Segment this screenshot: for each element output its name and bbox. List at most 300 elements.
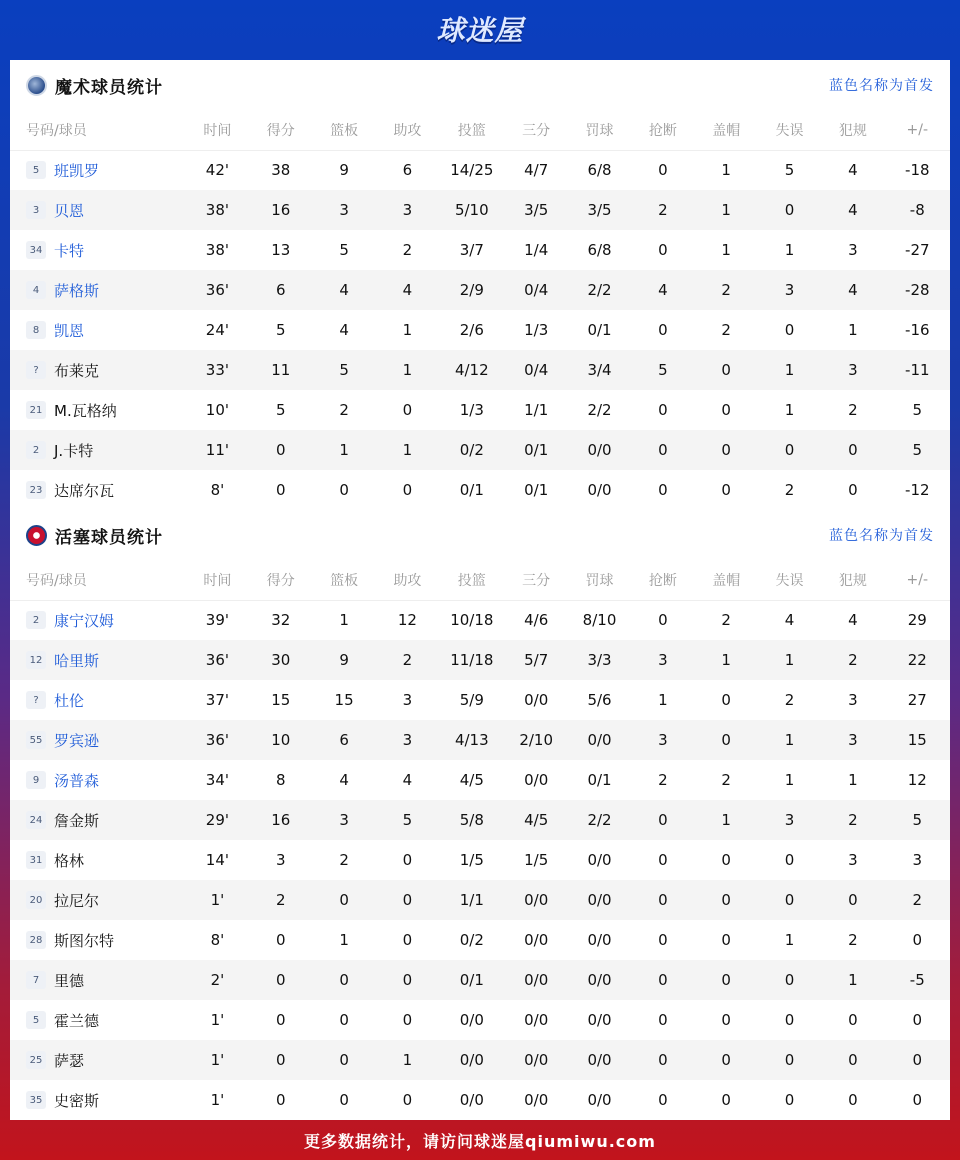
stat-cell: -28 bbox=[885, 270, 950, 310]
stat-cell: -5 bbox=[885, 960, 950, 1000]
column-header: 篮板 bbox=[312, 560, 375, 600]
starter-player-name[interactable]: 贝恩 bbox=[54, 201, 85, 220]
magic-logo-icon bbox=[26, 75, 47, 96]
stat-cell: 0 bbox=[912, 931, 923, 949]
stat-cell: 32 bbox=[271, 611, 291, 630]
player-cell bbox=[10, 470, 186, 510]
stat-cell: 0/2 bbox=[459, 931, 484, 949]
stat-cell: 3 bbox=[275, 851, 286, 869]
stat-cell: 6/8 bbox=[587, 241, 612, 259]
stat-cell: 1 bbox=[376, 430, 439, 470]
jersey-number-badge: 55 bbox=[26, 731, 46, 749]
team-title: 魔术球员统计 bbox=[55, 77, 163, 98]
column-header: 助攻 bbox=[376, 560, 439, 600]
stat-cell: 2 bbox=[784, 691, 795, 709]
stat-cell: 42' bbox=[205, 161, 230, 180]
player-cell bbox=[10, 150, 186, 190]
stat-cell: 3 bbox=[758, 270, 821, 310]
player-name[interactable]: 萨瑟 bbox=[54, 1051, 85, 1070]
stat-cell: 4/12 bbox=[439, 350, 504, 390]
stat-cell: 6 bbox=[312, 720, 375, 760]
jersey-number-badge: 31 bbox=[26, 851, 46, 869]
stat-cell: 1/3 bbox=[459, 401, 484, 419]
stat-cell: 3/7 bbox=[459, 241, 484, 259]
stat-cell: 1 bbox=[848, 771, 858, 789]
stat-cell: 0 bbox=[658, 931, 668, 949]
stat-cell: 0 bbox=[658, 241, 668, 259]
column-header: 投篮 bbox=[439, 560, 504, 600]
player-cell bbox=[10, 600, 186, 640]
player-cell bbox=[10, 720, 186, 760]
stat-cell: 0 bbox=[848, 481, 858, 499]
player-name[interactable]: 霍兰德 bbox=[54, 1011, 100, 1030]
player-row bbox=[10, 720, 950, 760]
stat-cell: 0/0 bbox=[459, 1091, 484, 1109]
stat-cell: 0 bbox=[784, 1011, 795, 1029]
stat-cell: 0 bbox=[631, 1040, 694, 1080]
starter-player-name[interactable]: 康宁汉姆 bbox=[54, 611, 115, 630]
stat-cell: 8' bbox=[210, 931, 225, 949]
player-name[interactable]: 詹金斯 bbox=[54, 811, 100, 830]
stat-cell: 0/0 bbox=[524, 931, 549, 949]
stat-cell: 8/10 bbox=[582, 611, 617, 630]
jersey-number-badge: 9 bbox=[26, 771, 46, 789]
pistons-logo-icon bbox=[26, 525, 47, 546]
column-header-player: 号码/球员 bbox=[10, 560, 186, 600]
stat-cell: 0 bbox=[821, 1040, 884, 1080]
jersey-number-badge: 7 bbox=[26, 971, 46, 989]
jersey-number-badge: 4 bbox=[26, 281, 46, 299]
stat-cell: 1' bbox=[210, 1091, 225, 1109]
stat-cell: 0 bbox=[821, 430, 884, 470]
stat-cell: 36' bbox=[186, 720, 249, 760]
stat-cell: 2 bbox=[848, 931, 858, 949]
stat-cell: 0 bbox=[275, 1091, 286, 1109]
stat-cell: 15 bbox=[885, 720, 950, 760]
team-title: 活塞球员统计 bbox=[55, 527, 163, 548]
stat-cell: 2/9 bbox=[439, 270, 504, 310]
player-cell bbox=[10, 760, 186, 800]
starter-player-name[interactable]: 凯恩 bbox=[54, 321, 85, 340]
player-row bbox=[10, 640, 950, 680]
starter-player-name[interactable]: 萨格斯 bbox=[54, 281, 100, 300]
stat-cell: 3 bbox=[848, 691, 858, 709]
stat-cell: 12 bbox=[397, 611, 417, 630]
stat-cell: 0 bbox=[339, 1011, 349, 1029]
stat-cell: 5 bbox=[275, 321, 286, 339]
player-row bbox=[10, 680, 950, 720]
stat-cell: 8 bbox=[275, 771, 286, 789]
starter-player-name[interactable]: 班凯罗 bbox=[54, 161, 100, 180]
stat-cell: 4 bbox=[376, 270, 439, 310]
jersey-number-badge: 25 bbox=[26, 1051, 46, 1069]
jersey-number-badge: ? bbox=[26, 691, 46, 709]
stat-cell: 14' bbox=[205, 851, 230, 869]
jersey-number-badge: 5 bbox=[26, 1011, 46, 1029]
stat-cell: 6/8 bbox=[587, 161, 612, 180]
jersey-number-badge: 34 bbox=[26, 241, 46, 259]
stat-cell: 2/2 bbox=[568, 270, 631, 310]
stat-cell: 10 bbox=[249, 720, 312, 760]
stat-cell: 1/1 bbox=[524, 401, 549, 419]
player-name[interactable]: 格林 bbox=[54, 851, 85, 870]
player-name[interactable]: J.卡特 bbox=[54, 441, 94, 460]
stat-cell: 1 bbox=[376, 350, 439, 390]
stat-cell: 0/0 bbox=[568, 720, 631, 760]
stat-cell: 0 bbox=[885, 1040, 950, 1080]
stat-cell: 0 bbox=[275, 1011, 286, 1029]
stat-cell: 0 bbox=[658, 851, 668, 869]
player-name[interactable]: 拉尼尔 bbox=[54, 891, 100, 910]
starter-legend-note: 蓝色名称为首发 bbox=[829, 528, 934, 544]
stat-cell: 1 bbox=[758, 640, 821, 680]
stat-cell: 0/0 bbox=[568, 1040, 631, 1080]
stat-cell: 0/0 bbox=[524, 771, 549, 789]
stat-cell: 0 bbox=[402, 1011, 413, 1029]
stat-cell: 0/0 bbox=[568, 880, 631, 920]
stat-cell: 0/4 bbox=[505, 350, 568, 390]
stat-cell: 0 bbox=[249, 960, 312, 1000]
stat-cell: 0/1 bbox=[439, 960, 504, 1000]
starter-player-name[interactable]: 哈里斯 bbox=[54, 651, 100, 670]
stat-cell: 1 bbox=[339, 611, 349, 630]
jersey-number-badge: 12 bbox=[26, 651, 46, 669]
player-row bbox=[10, 190, 950, 230]
stat-cell: 3 bbox=[848, 241, 858, 259]
stat-cell: 14/25 bbox=[450, 161, 494, 180]
stat-cell: 3 bbox=[758, 800, 821, 840]
stat-cell: 0 bbox=[631, 800, 694, 840]
player-name[interactable]: 史密斯 bbox=[54, 1091, 100, 1110]
column-header: 罚球 bbox=[568, 110, 631, 150]
stat-cell: 0 bbox=[275, 931, 286, 949]
player-row bbox=[10, 800, 950, 840]
stat-cell: 1 bbox=[695, 800, 758, 840]
player-row bbox=[10, 310, 950, 350]
stat-cell: 2 bbox=[821, 800, 884, 840]
stat-cell: 1 bbox=[695, 190, 758, 230]
stat-cell: 0 bbox=[912, 1011, 923, 1029]
jersey-number-badge: 28 bbox=[26, 931, 46, 949]
stat-cell: 1 bbox=[784, 401, 795, 419]
team-title-group bbox=[26, 523, 163, 548]
stat-cell: 0 bbox=[339, 1091, 349, 1109]
stat-cell: 3/5 bbox=[505, 190, 568, 230]
stat-cell: 5 bbox=[339, 241, 349, 259]
stat-cell: 1 bbox=[695, 640, 758, 680]
stat-cell: 4 bbox=[848, 611, 858, 630]
stat-cell: 6 bbox=[402, 161, 413, 180]
stat-cell: 2 bbox=[721, 321, 731, 339]
stat-cell: 0/0 bbox=[524, 1091, 549, 1109]
column-header: 犯规 bbox=[821, 560, 884, 600]
stat-cell: 0/0 bbox=[505, 960, 568, 1000]
stat-cell: 4 bbox=[784, 611, 795, 630]
stat-cell: 38' bbox=[186, 190, 249, 230]
stat-cell: 11/18 bbox=[439, 640, 504, 680]
stat-cell: 16 bbox=[249, 800, 312, 840]
starter-legend-note: 蓝色名称为首发 bbox=[829, 78, 934, 94]
player-cell bbox=[10, 190, 186, 230]
player-name[interactable]: 布莱克 bbox=[54, 361, 100, 380]
stat-cell: 0 bbox=[658, 161, 668, 180]
stat-cell: 22 bbox=[885, 640, 950, 680]
stat-cell: 1 bbox=[784, 931, 795, 949]
stat-cell: 2 bbox=[339, 401, 349, 419]
stat-cell: 5/7 bbox=[505, 640, 568, 680]
stat-cell: 2 bbox=[249, 880, 312, 920]
stat-cell: 10' bbox=[205, 401, 230, 419]
player-row bbox=[10, 150, 950, 190]
stat-cell: 5/6 bbox=[587, 691, 612, 709]
stat-cell: 1 bbox=[721, 241, 731, 259]
stats-card bbox=[10, 60, 950, 1120]
stat-cell: 9 bbox=[339, 161, 349, 180]
column-header: 时间 bbox=[186, 110, 249, 150]
stat-cell: 0 bbox=[695, 720, 758, 760]
player-row bbox=[10, 390, 950, 430]
player-cell bbox=[10, 640, 186, 680]
stat-cell: 3 bbox=[312, 190, 375, 230]
stat-cell: 0/1 bbox=[587, 321, 612, 339]
stat-cell: 0/0 bbox=[568, 960, 631, 1000]
column-header: 盖帽 bbox=[695, 560, 758, 600]
stat-cell: 0 bbox=[312, 960, 375, 1000]
stat-cell: 2 bbox=[885, 880, 950, 920]
stat-cell: 4 bbox=[821, 190, 884, 230]
footer-banner bbox=[0, 1120, 960, 1160]
stat-cell: 1 bbox=[758, 720, 821, 760]
player-stats-table bbox=[10, 560, 950, 1120]
stat-cell: 38' bbox=[205, 241, 230, 259]
stat-cell: 15 bbox=[271, 691, 291, 709]
stat-cell: 0 bbox=[695, 880, 758, 920]
column-header: 抢断 bbox=[631, 560, 694, 600]
stat-cell: 30 bbox=[249, 640, 312, 680]
stat-cell: 5 bbox=[885, 430, 950, 470]
stat-cell: 1/5 bbox=[524, 851, 549, 869]
stat-cell: 0 bbox=[695, 1040, 758, 1080]
player-stats-table bbox=[10, 110, 950, 510]
stat-cell: 0 bbox=[312, 1040, 375, 1080]
stat-cell: 1 bbox=[784, 771, 795, 789]
player-cell bbox=[10, 800, 186, 840]
jersey-number-badge: 23 bbox=[26, 481, 46, 499]
stat-cell: 3/3 bbox=[568, 640, 631, 680]
stat-cell: 2 bbox=[848, 401, 858, 419]
player-row bbox=[10, 1000, 950, 1040]
stat-cell: 2 bbox=[721, 771, 731, 789]
player-cell bbox=[10, 1080, 186, 1120]
stat-cell: 0 bbox=[695, 430, 758, 470]
stat-cell: 0 bbox=[721, 1091, 731, 1109]
player-name[interactable]: 斯图尔特 bbox=[54, 931, 115, 950]
stat-cell: 3/5 bbox=[568, 190, 631, 230]
stat-cell: 5 bbox=[631, 350, 694, 390]
starter-player-name[interactable]: 罗宾逊 bbox=[54, 731, 100, 750]
stat-cell: 0/1 bbox=[524, 481, 549, 499]
starter-player-name[interactable]: 汤普森 bbox=[54, 771, 100, 790]
stat-cell: 4/7 bbox=[524, 161, 549, 180]
column-header: +/- bbox=[885, 560, 950, 600]
stat-cell: 2 bbox=[402, 241, 413, 259]
stat-cell: 3 bbox=[821, 350, 884, 390]
player-row bbox=[10, 840, 950, 880]
stat-cell: 1 bbox=[402, 321, 413, 339]
stat-cell: 0 bbox=[784, 321, 795, 339]
stat-cell: 0 bbox=[721, 931, 731, 949]
stat-cell: 2 bbox=[631, 190, 694, 230]
starter-player-name[interactable]: 卡特 bbox=[54, 241, 85, 260]
stat-cell: 1 bbox=[339, 931, 349, 949]
stat-cell: 3 bbox=[912, 851, 923, 869]
stat-cell: 0 bbox=[631, 430, 694, 470]
column-header: 篮板 bbox=[312, 110, 375, 150]
stat-cell: 0/0 bbox=[439, 1040, 504, 1080]
player-cell bbox=[10, 270, 186, 310]
jersey-number-badge: 21 bbox=[26, 401, 46, 419]
stat-cell: 0 bbox=[658, 321, 668, 339]
player-cell bbox=[10, 880, 186, 920]
player-cell bbox=[10, 430, 186, 470]
stat-cell: 1 bbox=[721, 161, 731, 180]
stat-cell: 0 bbox=[631, 880, 694, 920]
stat-cell: 36' bbox=[186, 640, 249, 680]
jersey-number-badge: ? bbox=[26, 361, 46, 379]
stat-cell: 1/4 bbox=[524, 241, 549, 259]
stat-cell: -11 bbox=[885, 350, 950, 390]
stat-cell: 0/0 bbox=[587, 851, 612, 869]
stat-cell: 4 bbox=[339, 321, 349, 339]
stat-cell: 0 bbox=[784, 851, 795, 869]
stat-cell: 0/0 bbox=[587, 931, 612, 949]
stat-cell: 24' bbox=[205, 321, 230, 339]
stat-cell: 5/8 bbox=[439, 800, 504, 840]
stat-cell: 0/0 bbox=[524, 691, 549, 709]
stat-cell: 0 bbox=[695, 350, 758, 390]
stat-cell: 0 bbox=[658, 611, 668, 630]
jersey-number-badge: 2 bbox=[26, 611, 46, 629]
jersey-number-badge: 2 bbox=[26, 441, 46, 459]
stat-cell: 8' bbox=[210, 481, 225, 499]
stat-cell: 4/5 bbox=[505, 800, 568, 840]
player-row bbox=[10, 920, 950, 960]
stat-cell: 0/0 bbox=[587, 481, 612, 499]
stat-cell: 0 bbox=[721, 691, 731, 709]
stat-cell: 39' bbox=[205, 611, 230, 630]
stat-cell: 1 bbox=[848, 321, 858, 339]
starter-player-name[interactable]: 杜伦 bbox=[54, 691, 85, 710]
player-row bbox=[10, 1040, 950, 1080]
stat-cell: 1 bbox=[658, 691, 668, 709]
stat-cell: 4 bbox=[848, 161, 858, 180]
stat-cell: 2 bbox=[376, 640, 439, 680]
stat-cell: 4 bbox=[339, 771, 349, 789]
stat-cell: 0 bbox=[721, 851, 731, 869]
stat-cell: 1' bbox=[186, 880, 249, 920]
column-header: 助攻 bbox=[376, 110, 439, 150]
table-header-row bbox=[10, 110, 950, 150]
stat-cell: 1 bbox=[784, 241, 795, 259]
stat-cell: 5 bbox=[376, 800, 439, 840]
stat-cell: 0 bbox=[249, 1040, 312, 1080]
stat-cell: 1/3 bbox=[524, 321, 549, 339]
stat-cell: 34' bbox=[205, 771, 230, 789]
stat-cell: 2/2 bbox=[568, 800, 631, 840]
footer-link-text[interactable]: 更多数据统计，请访问球迷屋qiumiwu.com bbox=[304, 1131, 656, 1151]
jersey-number-badge: 5 bbox=[26, 161, 46, 179]
stat-cell: 3 bbox=[631, 640, 694, 680]
stat-cell: 36' bbox=[186, 270, 249, 310]
stat-cell: 1/5 bbox=[459, 851, 484, 869]
player-name[interactable]: M.瓦格纳 bbox=[54, 401, 117, 420]
team-title-group bbox=[26, 73, 163, 98]
stat-cell: 0 bbox=[376, 880, 439, 920]
player-name[interactable]: 里德 bbox=[54, 971, 85, 990]
stat-cell: 0/0 bbox=[505, 880, 568, 920]
column-header: 罚球 bbox=[568, 560, 631, 600]
player-row bbox=[10, 1080, 950, 1120]
stat-cell: 0 bbox=[758, 190, 821, 230]
column-header: 三分 bbox=[505, 110, 568, 150]
stat-cell: 4 bbox=[312, 270, 375, 310]
stat-cell: 27 bbox=[907, 691, 927, 709]
stat-cell: 0/0 bbox=[587, 1091, 612, 1109]
stat-cell: 2/6 bbox=[459, 321, 484, 339]
stat-cell: 0 bbox=[249, 430, 312, 470]
stat-cell: 0 bbox=[848, 1011, 858, 1029]
stat-cell: 9 bbox=[312, 640, 375, 680]
brand-header bbox=[0, 0, 960, 58]
stat-cell: 0 bbox=[658, 1011, 668, 1029]
stat-cell: 0 bbox=[912, 1091, 923, 1109]
stat-cell: 0 bbox=[631, 960, 694, 1000]
player-name[interactable]: 达席尔瓦 bbox=[54, 481, 115, 500]
stat-cell: -12 bbox=[905, 481, 930, 499]
stat-cell: 0/0 bbox=[459, 1011, 484, 1029]
stat-cell: 3 bbox=[312, 800, 375, 840]
stat-cell: 5/10 bbox=[439, 190, 504, 230]
stat-cell: 10/18 bbox=[450, 611, 494, 630]
stat-cell: 3 bbox=[848, 851, 858, 869]
jersey-number-badge: 3 bbox=[26, 201, 46, 219]
column-header: 失误 bbox=[758, 560, 821, 600]
brand-logo-text: 球迷屋 bbox=[436, 14, 524, 47]
stat-cell: 6 bbox=[249, 270, 312, 310]
stat-cell: 4 bbox=[821, 270, 884, 310]
stat-cell: 2/2 bbox=[587, 401, 612, 419]
stat-cell: -16 bbox=[905, 321, 930, 339]
player-cell bbox=[10, 390, 186, 430]
player-row bbox=[10, 960, 950, 1000]
stat-cell: 29 bbox=[907, 611, 927, 630]
stat-cell: 15 bbox=[334, 691, 354, 709]
column-header: 三分 bbox=[505, 560, 568, 600]
stat-cell: 0 bbox=[376, 960, 439, 1000]
stat-cell: 0/0 bbox=[568, 430, 631, 470]
stat-cell: 0 bbox=[275, 481, 286, 499]
player-row bbox=[10, 760, 950, 800]
player-cell bbox=[10, 350, 186, 390]
jersey-number-badge: 35 bbox=[26, 1091, 46, 1109]
table-header-row bbox=[10, 560, 950, 600]
stat-cell: 0 bbox=[721, 1011, 731, 1029]
stat-cell: 0 bbox=[721, 401, 731, 419]
stat-cell: 5 bbox=[312, 350, 375, 390]
stat-cell: 5/9 bbox=[459, 691, 484, 709]
column-header: 失误 bbox=[758, 110, 821, 150]
stat-cell: 1 bbox=[821, 960, 884, 1000]
